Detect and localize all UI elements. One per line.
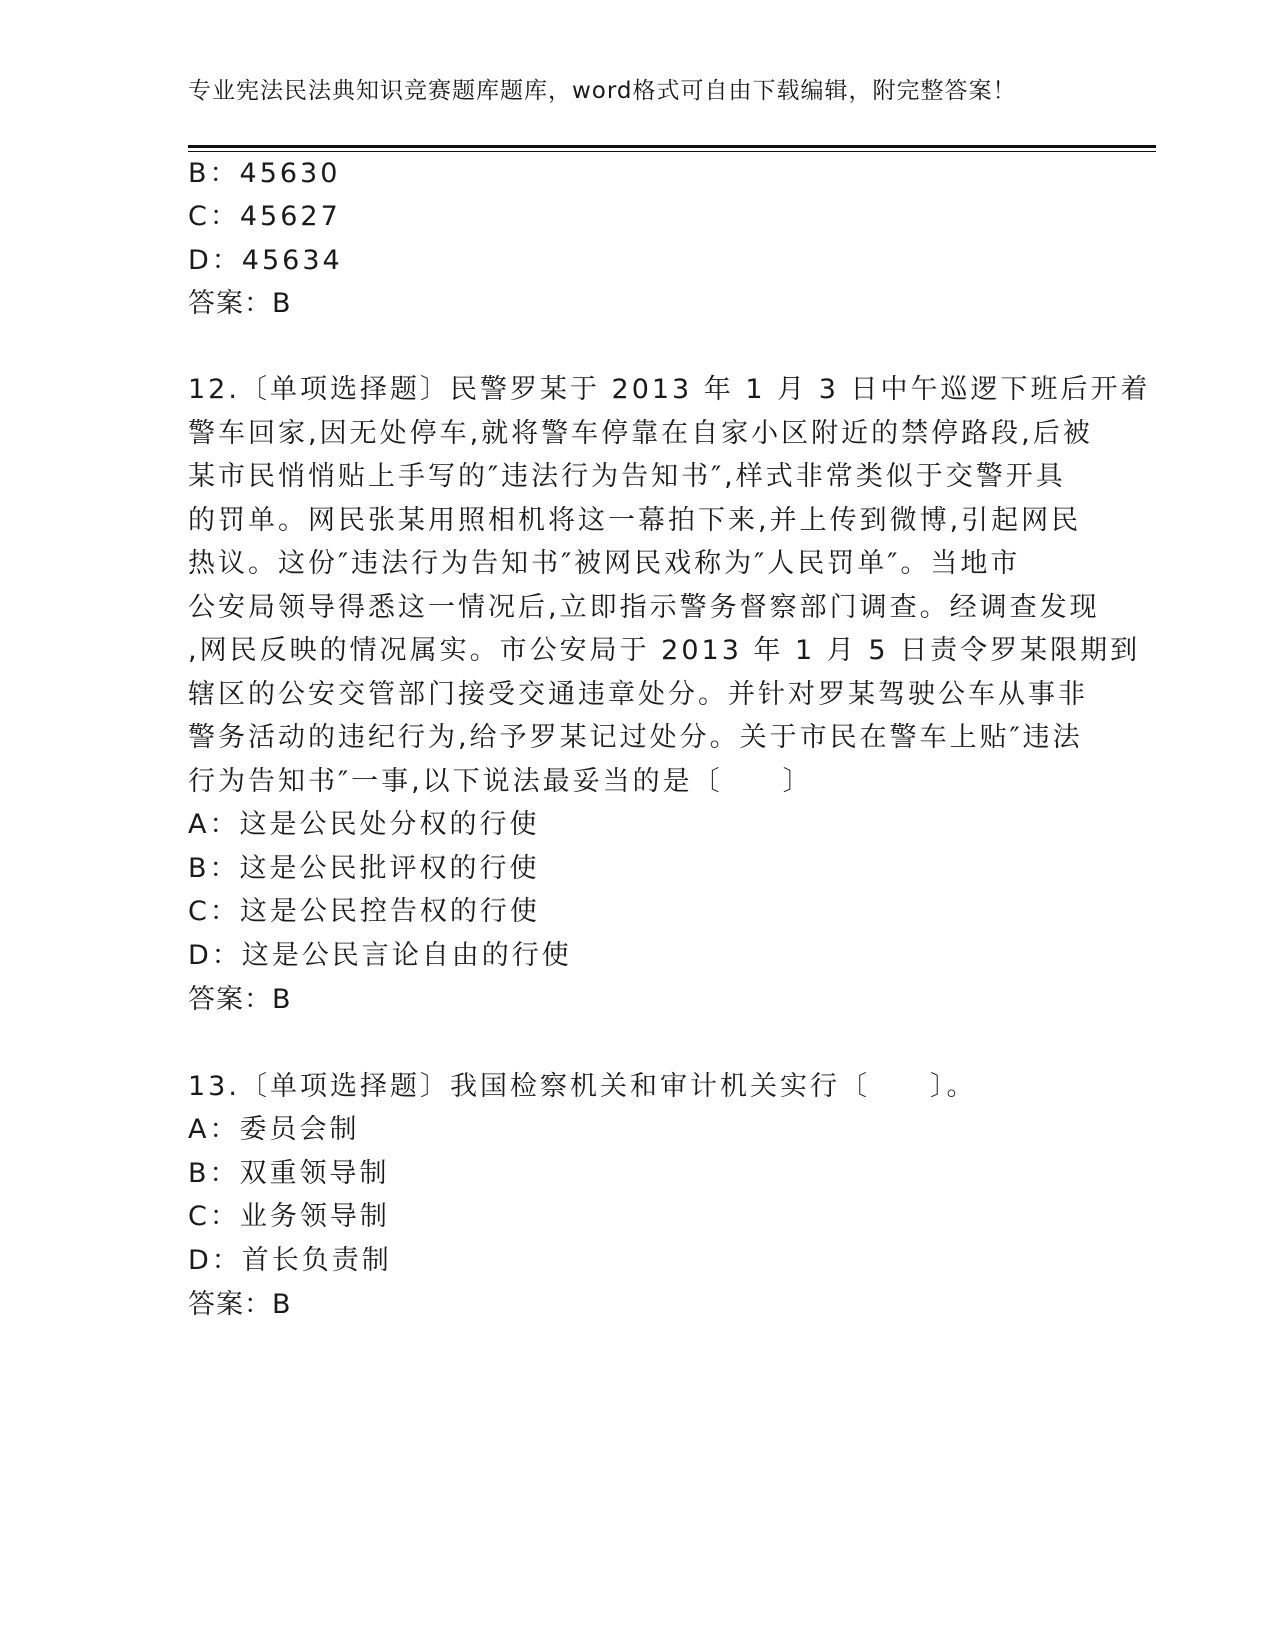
q13-option-b: B：双重领导制	[188, 1158, 390, 1189]
q12-stem-line: 的罚单。网民张某用照相机将这一幕拍下来,并上传到微博,引起网民	[188, 505, 1082, 536]
q12-stem-line: ,网民反映的情况属实。市公安局于 2013 年 1 月 5 日责令罗某限期到	[188, 635, 1141, 666]
q13-option-c: C：业务领导制	[188, 1201, 390, 1232]
q11-option-b: B：45630	[188, 158, 341, 189]
q13-option-a: A：委员会制	[188, 1114, 360, 1145]
q12-stem-line: 热议。这份″违法行为告知书″被网民戏称为″人民罚单″。当地市	[188, 548, 1021, 579]
q13-stem: 13.〔单项选择题〕我国检察机关和审计机关实行〔 〕。	[188, 1071, 977, 1102]
q11-option-d: D：45634	[188, 245, 343, 276]
q11-answer: 答案：B	[188, 288, 292, 319]
q12-option-b: B：这是公民批评权的行使	[188, 853, 540, 884]
q13-option-d: D：首长负责制	[188, 1245, 392, 1276]
q12-stem-line: 警务活动的违纪行为,给予罗某记过处分。关于市民在警车上贴″违法	[188, 722, 1083, 753]
q12-stem-line: 12.〔单项选择题〕民警罗某于 2013 年 1 月 3 日中午巡逻下班后开着	[188, 374, 1151, 405]
q12-answer: 答案：B	[188, 984, 292, 1015]
header-rule-thick	[188, 145, 1156, 148]
q13-answer: 答案：B	[188, 1289, 292, 1320]
q12-option-c: C：这是公民控告权的行使	[188, 896, 540, 927]
page-header: 专业宪法民法典知识竞赛题库题库，word格式可自由下载编辑，附完整答案！	[188, 78, 1017, 104]
q12-stem-line: 辖区的公安交管部门接受交通违章处分。并针对罗某驾驶公车从事非	[188, 679, 1088, 710]
q12-stem-line: 警车回家,因无处停车,就将警车停靠在自家小区附近的禁停路段,后被	[188, 418, 1093, 449]
q12-stem-line: 公安局领导得悉这一情况后,立即指示警务督察部门调查。经调查发现	[188, 592, 1100, 623]
q11-option-c: C：45627	[188, 201, 341, 232]
q12-option-a: A：这是公民处分权的行使	[188, 809, 540, 840]
header-rule-thin	[188, 151, 1156, 152]
q12-stem-line: 行为告知书″一事,以下说法最妥当的是〔 〕	[188, 766, 813, 797]
q12-stem-line: 某市民悄悄贴上手写的″违法行为告知书″,样式非常类似于交警开具	[188, 461, 1066, 492]
q12-option-d: D：这是公民言论自由的行使	[188, 940, 572, 971]
